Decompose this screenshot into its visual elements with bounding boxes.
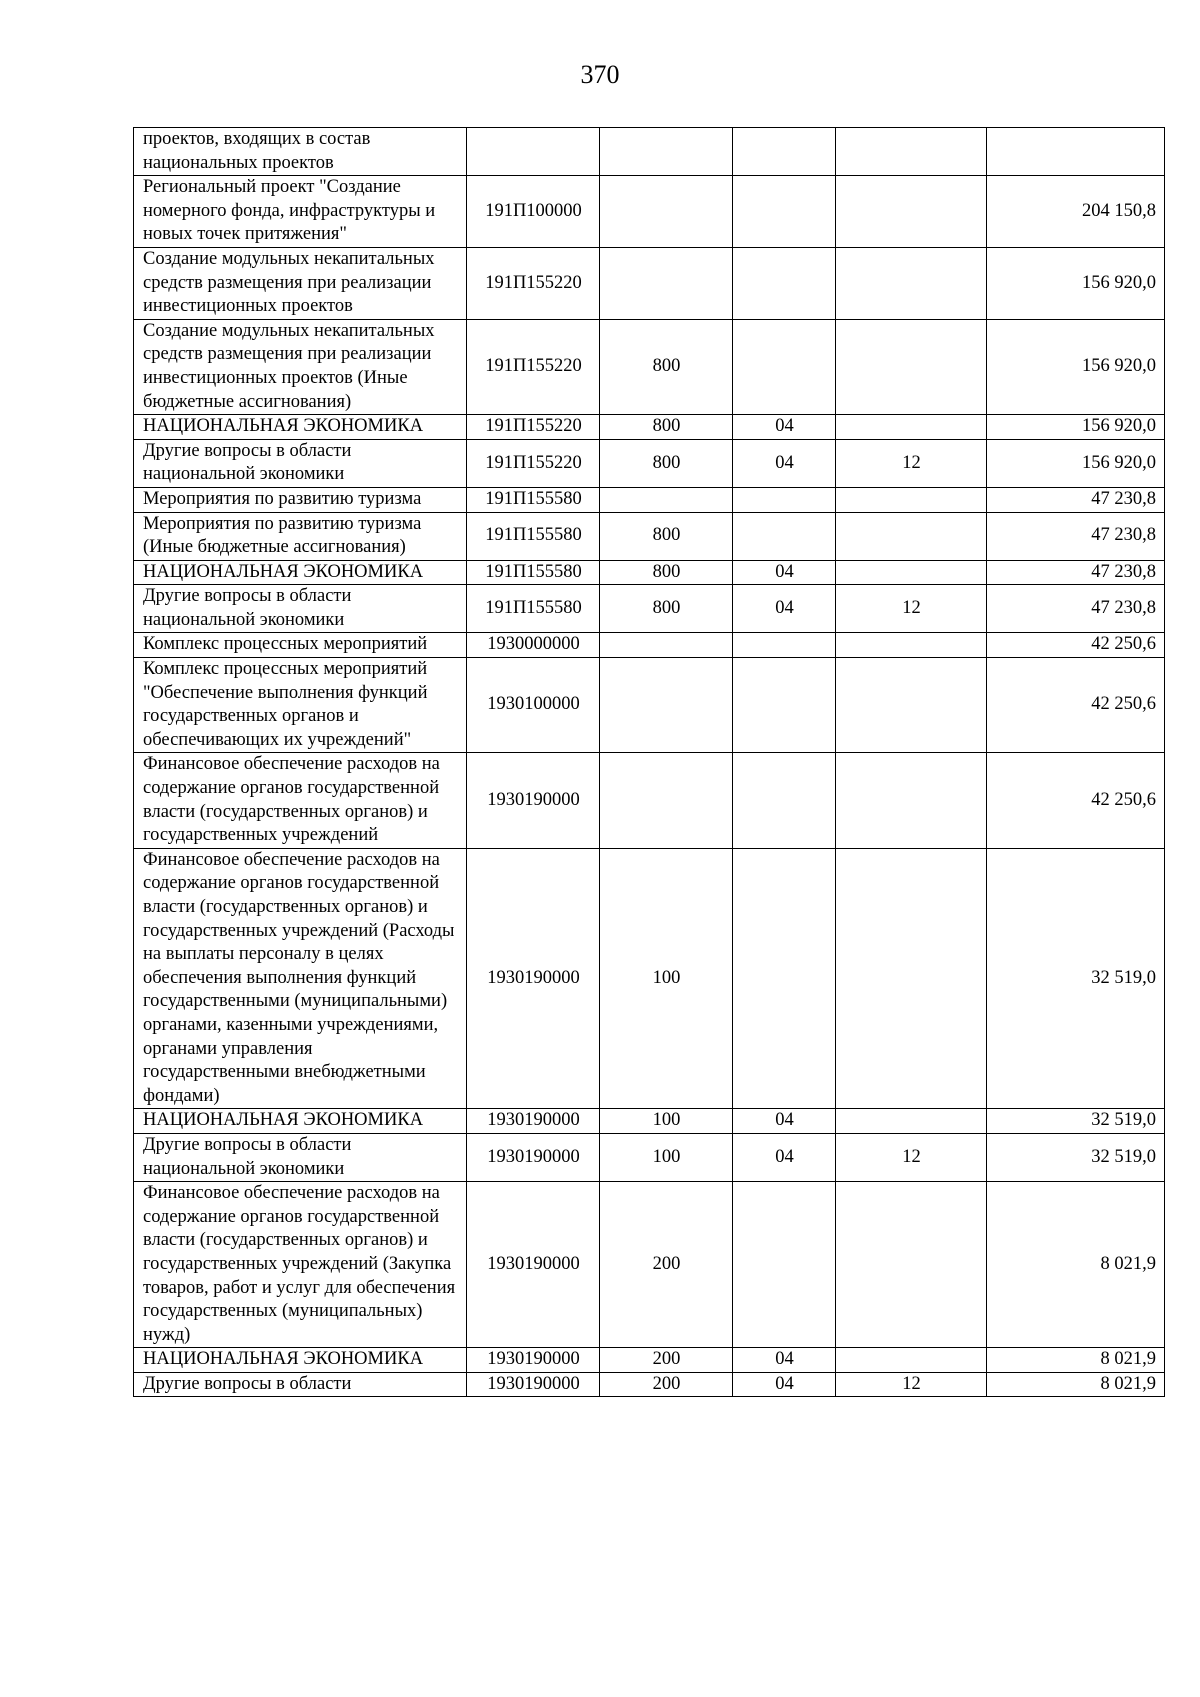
amount-cell: 47 230,8 (987, 585, 1165, 633)
subsection-cell: 12 (836, 1372, 987, 1397)
expense-type-cell: 100 (600, 1109, 733, 1134)
expense-type-cell: 800 (600, 512, 733, 560)
target-code-cell: 1930190000 (467, 1109, 600, 1134)
table-row (134, 1182, 1165, 1348)
expense-type-cell: 200 (600, 1348, 733, 1373)
expense-type-cell: 800 (600, 415, 733, 440)
row-name-cell: НАЦИОНАЛЬНАЯ ЭКОНОМИКА (134, 415, 467, 440)
section-cell (733, 512, 836, 560)
section-cell: 04 (733, 1372, 836, 1397)
table-row (134, 415, 1165, 440)
table-row (134, 633, 1165, 658)
amount-cell: 42 250,6 (987, 753, 1165, 848)
section-cell (733, 633, 836, 658)
section-cell (733, 848, 836, 1109)
expense-type-cell: 800 (600, 319, 733, 414)
amount-cell: 47 230,8 (987, 512, 1165, 560)
amount-cell: 32 519,0 (987, 1109, 1165, 1134)
table-row (134, 560, 1165, 585)
expense-type-cell: 800 (600, 560, 733, 585)
expense-type-cell: 100 (600, 1133, 733, 1181)
section-cell: 04 (733, 415, 836, 440)
target-code-cell: 1930000000 (467, 633, 600, 658)
table-row (134, 585, 1165, 633)
amount-cell: 8 021,9 (987, 1182, 1165, 1348)
budget-table (133, 127, 1165, 1397)
amount-cell: 47 230,8 (987, 560, 1165, 585)
expense-type-cell: 200 (600, 1372, 733, 1397)
target-code-cell: 1930190000 (467, 1182, 600, 1348)
target-code-cell: 1930190000 (467, 1372, 600, 1397)
amount-cell: 32 519,0 (987, 1133, 1165, 1181)
row-name-cell: Комплекс процессных мероприятий (134, 633, 467, 658)
amount-cell: 8 021,9 (987, 1372, 1165, 1397)
section-cell (733, 247, 836, 319)
row-name-cell: НАЦИОНАЛЬНАЯ ЭКОНОМИКА (134, 1109, 467, 1134)
target-code-cell: 191П155580 (467, 560, 600, 585)
table-row (134, 1109, 1165, 1134)
subsection-cell (836, 1109, 987, 1134)
row-name-cell: проектов, входящих в состав национальных проектов (134, 128, 467, 176)
subsection-cell (836, 1348, 987, 1373)
subsection-cell: 12 (836, 1133, 987, 1181)
table-row (134, 487, 1165, 512)
expense-type-cell: 800 (600, 585, 733, 633)
subsection-cell (836, 247, 987, 319)
table-row (134, 848, 1165, 1109)
row-name-cell: Другие вопросы в области национальной экономики (134, 585, 467, 633)
table-row (134, 128, 1165, 176)
amount-cell: 156 920,0 (987, 319, 1165, 414)
expense-type-cell (600, 176, 733, 248)
target-code-cell: 191П155220 (467, 439, 600, 487)
subsection-cell (836, 753, 987, 848)
row-name-cell: Финансовое обеспечение расходов на содержание органов государственной власти (государственных органов) и государственных учреждений (Закупка товаров, работ и услуг для обеспечения государственных (муниципальных) нужд) (134, 1182, 467, 1348)
subsection-cell (836, 658, 987, 753)
section-cell (733, 658, 836, 753)
row-name-cell: НАЦИОНАЛЬНАЯ ЭКОНОМИКА (134, 560, 467, 585)
table-row (134, 176, 1165, 248)
target-code-cell: 1930190000 (467, 1133, 600, 1181)
subsection-cell (836, 848, 987, 1109)
section-cell (733, 753, 836, 848)
subsection-cell (836, 560, 987, 585)
amount-cell: 8 021,9 (987, 1348, 1165, 1373)
section-cell: 04 (733, 1133, 836, 1181)
page-number: 370 (580, 60, 620, 89)
target-code-cell: 1930190000 (467, 753, 600, 848)
amount-cell: 42 250,6 (987, 658, 1165, 753)
amount-cell: 47 230,8 (987, 487, 1165, 512)
expense-type-cell (600, 128, 733, 176)
amount-cell: 32 519,0 (987, 848, 1165, 1109)
amount-cell: 42 250,6 (987, 633, 1165, 658)
target-code-cell: 1930190000 (467, 848, 600, 1109)
target-code-cell: 1930190000 (467, 1348, 600, 1373)
section-cell: 04 (733, 1109, 836, 1134)
row-name-cell: НАЦИОНАЛЬНАЯ ЭКОНОМИКА (134, 1348, 467, 1373)
section-cell: 04 (733, 1348, 836, 1373)
target-code-cell: 1930100000 (467, 658, 600, 753)
expense-type-cell: 100 (600, 848, 733, 1109)
subsection-cell (836, 1182, 987, 1348)
subsection-cell (836, 176, 987, 248)
subsection-cell (836, 512, 987, 560)
target-code-cell: 191П100000 (467, 176, 600, 248)
table-row (134, 753, 1165, 848)
expense-type-cell (600, 658, 733, 753)
target-code-cell: 191П155580 (467, 585, 600, 633)
table-row (134, 439, 1165, 487)
expense-type-cell (600, 247, 733, 319)
subsection-cell (836, 319, 987, 414)
subsection-cell (836, 128, 987, 176)
section-cell (733, 319, 836, 414)
row-name-cell: Мероприятия по развитию туризма (134, 487, 467, 512)
table-row (134, 658, 1165, 753)
row-name-cell: Другие вопросы в области национальной экономики (134, 439, 467, 487)
section-cell (733, 176, 836, 248)
amount-cell: 204 150,8 (987, 176, 1165, 248)
row-name-cell: Создание модульных некапитальных средств размещения при реализации инвестиционных проектов (134, 247, 467, 319)
expense-type-cell (600, 753, 733, 848)
section-cell: 04 (733, 560, 836, 585)
section-cell (733, 128, 836, 176)
row-name-cell: Мероприятия по развитию туризма (Иные бюджетные ассигнования) (134, 512, 467, 560)
table-row (134, 1348, 1165, 1373)
target-code-cell: 191П155220 (467, 415, 600, 440)
target-code-cell (467, 128, 600, 176)
table-row (134, 1372, 1165, 1397)
budget-table-body (134, 128, 1165, 1397)
table-row (134, 1133, 1165, 1181)
table-row (134, 247, 1165, 319)
row-name-cell: Финансовое обеспечение расходов на содержание органов государственной власти (государственных органов) и государственных учреждений (Расходы на выплаты персоналу в целях обеспечения выполнения функций государственными (муниципальными) органами, казенными учреждениями, органами управления государственными внебюджетными фондами) (134, 848, 467, 1109)
amount-cell: 156 920,0 (987, 439, 1165, 487)
target-code-cell: 191П155220 (467, 247, 600, 319)
target-code-cell: 191П155580 (467, 512, 600, 560)
row-name-cell: Финансовое обеспечение расходов на содержание органов государственной власти (государственных органов) и государственных учреждений (134, 753, 467, 848)
table-row (134, 319, 1165, 414)
section-cell: 04 (733, 439, 836, 487)
expense-type-cell: 800 (600, 439, 733, 487)
amount-cell: 156 920,0 (987, 247, 1165, 319)
amount-cell (987, 128, 1165, 176)
section-cell: 04 (733, 585, 836, 633)
expense-type-cell: 200 (600, 1182, 733, 1348)
subsection-cell (836, 487, 987, 512)
subsection-cell (836, 633, 987, 658)
row-name-cell: Создание модульных некапитальных средств размещения при реализации инвестиционных проектов (Иные бюджетные ассигнования) (134, 319, 467, 414)
subsection-cell: 12 (836, 439, 987, 487)
amount-cell: 156 920,0 (987, 415, 1165, 440)
subsection-cell (836, 415, 987, 440)
section-cell (733, 487, 836, 512)
expense-type-cell (600, 633, 733, 658)
expense-type-cell (600, 487, 733, 512)
row-name-cell: Комплекс процессных мероприятий "Обеспечение выполнения функций государственных органов и обеспечивающих их учреждений" (134, 658, 467, 753)
row-name-cell: Региональный проект "Создание номерного фонда, инфраструктуры и новых точек притяжения" (134, 176, 467, 248)
subsection-cell: 12 (836, 585, 987, 633)
target-code-cell: 191П155580 (467, 487, 600, 512)
table-row (134, 512, 1165, 560)
row-name-cell: Другие вопросы в области национальной экономики (134, 1133, 467, 1181)
target-code-cell: 191П155220 (467, 319, 600, 414)
row-name-cell: Другие вопросы в области (134, 1372, 467, 1397)
section-cell (733, 1182, 836, 1348)
